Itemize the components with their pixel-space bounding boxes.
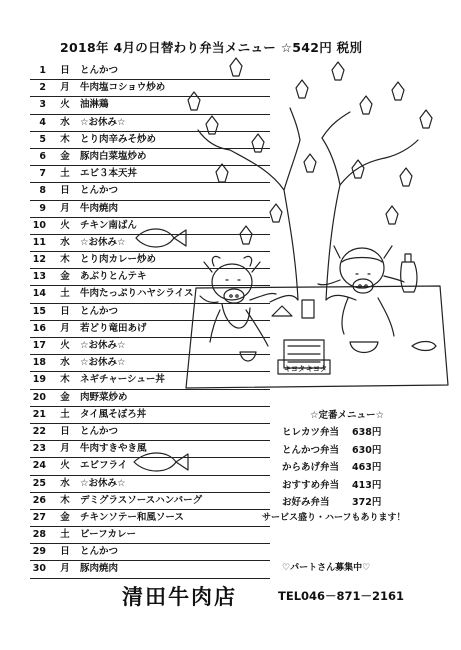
standard-menu-price: 638円 xyxy=(352,427,382,438)
standard-menu-name: お好み弁当 xyxy=(282,497,330,508)
day-number: 28 xyxy=(32,529,46,541)
menu-row xyxy=(30,132,270,149)
day-number: 10 xyxy=(32,219,46,231)
weekday: 月 xyxy=(60,443,70,455)
page-title: 2018年 4月の日替わり弁当メニュー ☆542円 税別 xyxy=(60,40,363,55)
day-number: 23 xyxy=(32,443,46,455)
standard-menu-price: 463円 xyxy=(352,462,382,473)
menu-row xyxy=(30,304,270,321)
day-number: 29 xyxy=(32,546,46,558)
menu-row xyxy=(30,115,270,132)
weekday: 土 xyxy=(60,408,70,420)
standard-menu-name: からあげ弁当 xyxy=(282,462,340,473)
menu-row xyxy=(30,338,270,355)
menu-item: 豚肉焼肉 xyxy=(80,563,119,575)
menu-item: 肉野菜炒め xyxy=(80,391,128,403)
menu-row xyxy=(30,476,270,493)
weekday: 日 xyxy=(60,305,70,317)
bowl xyxy=(350,342,378,353)
menu-row xyxy=(30,63,270,80)
menu-item: デミグラスソースハンバーグ xyxy=(80,494,203,506)
weekday: 木 xyxy=(60,494,70,506)
day-number: 2 xyxy=(39,82,46,94)
bento-label-text-2: キヨタ xyxy=(306,365,327,373)
menu-row xyxy=(30,441,270,458)
day-number: 27 xyxy=(32,511,46,523)
day-number: 12 xyxy=(32,254,46,266)
weekday: 木 xyxy=(60,374,70,386)
weekday: 月 xyxy=(60,322,70,334)
weekday: 日 xyxy=(60,65,70,76)
standard-menu-row xyxy=(272,477,422,495)
menu-item: 豚肉白菜塩炒め xyxy=(80,150,147,162)
tree-branch xyxy=(290,108,350,140)
standard-menu-title: ☆定番メニュー☆ xyxy=(309,410,385,421)
menu-row xyxy=(30,252,270,269)
tree-branch xyxy=(385,140,418,158)
weekday: 金 xyxy=(60,150,70,162)
menu-item: エビフライ xyxy=(80,460,128,472)
menu-item: 若どり竜田あげ xyxy=(80,322,147,334)
menu-row xyxy=(30,458,270,475)
weekday: 水 xyxy=(60,236,70,248)
day-number: 25 xyxy=(32,477,46,489)
menu-item: とり肉カレー炒め xyxy=(80,254,157,266)
menu-row xyxy=(30,218,270,235)
menu-row xyxy=(30,201,270,218)
menu-item: 牛肉焼肉 xyxy=(80,202,119,214)
menu-item: ☆お休み☆ xyxy=(80,340,126,351)
menu-item: タイ風そぼろ丼 xyxy=(80,408,147,420)
day-number: 1 xyxy=(39,65,46,76)
standard-menu-row xyxy=(272,494,422,512)
menu-row xyxy=(30,235,270,252)
day-number: 8 xyxy=(39,185,46,197)
weekday: 水 xyxy=(60,477,70,489)
menu-row xyxy=(30,561,270,578)
menu-item: 油淋鶏 xyxy=(80,99,109,111)
menu-row xyxy=(30,390,270,407)
menu-row xyxy=(30,493,270,510)
menu-item: とんかつ xyxy=(80,305,119,317)
shop-name: 清田牛肉店 xyxy=(122,585,237,609)
day-number: 6 xyxy=(39,150,46,162)
day-number: 18 xyxy=(32,357,46,369)
day-number: 4 xyxy=(39,116,46,128)
weekday: 金 xyxy=(60,271,70,283)
weekday: 水 xyxy=(60,357,70,369)
menu-item: あぶりとんテキ xyxy=(80,271,147,283)
bento-label-text-1: キヨタ xyxy=(284,365,305,373)
menu-item: とんかつ xyxy=(80,65,119,76)
standard-menu-name: ヒレカツ弁当 xyxy=(282,427,340,438)
menu-item: ☆お休み☆ xyxy=(80,116,126,128)
standard-menu-row xyxy=(272,424,422,442)
day-number: 13 xyxy=(32,271,46,283)
menu-item: ネギチャーシュー丼 xyxy=(80,374,165,386)
menu-item: とんかつ xyxy=(80,546,119,558)
menu-item: 牛肉たっぷりハヤシライス xyxy=(80,288,194,300)
standard-menu-row xyxy=(272,459,422,477)
day-number: 24 xyxy=(32,460,46,472)
fish-plate xyxy=(412,342,436,351)
standard-menu xyxy=(272,407,422,512)
menu-row xyxy=(30,510,270,527)
day-number: 15 xyxy=(32,305,46,317)
menu-item: ☆お休み☆ xyxy=(80,236,126,248)
shop-phone: TEL046－871－2161 xyxy=(278,589,405,603)
day-number: 7 xyxy=(39,168,46,180)
weekday: 月 xyxy=(60,202,70,214)
service-note: サービス盛り・ハーフもあります！ xyxy=(262,513,406,523)
menu-item: 牛肉すきやき風 xyxy=(80,443,147,455)
menu-row xyxy=(30,372,270,389)
onigiri xyxy=(272,306,292,316)
day-number: 21 xyxy=(32,408,46,420)
weekday: 水 xyxy=(60,116,70,128)
cow-character-right xyxy=(318,246,404,336)
weekday: 土 xyxy=(60,288,70,300)
menu-row xyxy=(30,183,270,200)
weekday: 火 xyxy=(60,460,70,472)
menu-item: ☆お休み☆ xyxy=(80,477,126,489)
menu-row xyxy=(30,407,270,424)
day-number: 5 xyxy=(39,133,46,145)
menu-item: とんかつ xyxy=(80,425,119,437)
weekday: 金 xyxy=(60,511,70,523)
day-number: 16 xyxy=(32,322,46,334)
weekday: 火 xyxy=(60,99,70,111)
menu-row xyxy=(30,424,270,441)
weekday: 日 xyxy=(60,546,70,558)
weekday: 日 xyxy=(60,185,70,197)
day-number: 9 xyxy=(39,202,46,214)
day-number: 20 xyxy=(32,391,46,403)
standard-menu-price: 372円 xyxy=(352,497,382,508)
weekday: 火 xyxy=(60,219,70,231)
menu-row xyxy=(30,286,270,303)
weekday: 火 xyxy=(60,340,70,351)
weekday: 金 xyxy=(60,391,70,403)
weekday: 月 xyxy=(60,563,70,575)
weekday: 土 xyxy=(60,529,70,541)
day-number: 26 xyxy=(32,494,46,506)
weekday: 日 xyxy=(60,425,70,437)
standard-menu-row xyxy=(272,442,422,460)
menu-row xyxy=(30,97,270,114)
weekday: 土 xyxy=(60,168,70,180)
day-number: 3 xyxy=(39,99,46,111)
menu-item: チキン南ばん xyxy=(80,219,137,231)
standard-menu-price: 630円 xyxy=(352,444,382,456)
menu-row xyxy=(30,321,270,338)
tree-root xyxy=(270,295,356,302)
daily-menu-list xyxy=(30,63,270,579)
standard-menu-name: おすすめ弁当 xyxy=(282,479,340,491)
day-number: 19 xyxy=(32,374,46,386)
sake-bottle xyxy=(401,262,417,292)
menu-item: ビーフカレー xyxy=(80,529,137,541)
day-number: 30 xyxy=(32,563,46,575)
menu-row xyxy=(30,166,270,183)
standard-menu-price: 413円 xyxy=(352,479,382,491)
menu-item: 牛肉塩コショウ炒め xyxy=(80,82,166,94)
day-number: 17 xyxy=(32,340,46,351)
menu-item: エビ３本天丼 xyxy=(80,168,138,180)
weekday: 月 xyxy=(60,82,70,94)
standard-menu-name: とんかつ弁当 xyxy=(282,444,340,456)
recruit-note: ♡パートさん募集中♡ xyxy=(282,563,371,573)
day-number: 11 xyxy=(32,236,46,248)
weekday: 木 xyxy=(60,133,70,145)
weekday: 木 xyxy=(60,254,70,266)
menu-item: とり肉辛みそ炒め xyxy=(80,133,157,145)
menu-row xyxy=(30,527,270,544)
drink-cup xyxy=(302,300,314,318)
menu-row xyxy=(30,355,270,372)
menu-row xyxy=(30,149,270,166)
menu-item: とんかつ xyxy=(80,185,119,197)
tree-branch xyxy=(322,138,385,185)
menu-row xyxy=(30,544,270,561)
menu-item: チキンソテー和風ソース xyxy=(80,511,184,523)
menu-row xyxy=(30,80,270,97)
menu-item: ☆お休み☆ xyxy=(80,357,126,369)
day-number: 14 xyxy=(32,288,46,300)
day-number: 22 xyxy=(32,425,46,437)
menu-row xyxy=(30,269,270,286)
